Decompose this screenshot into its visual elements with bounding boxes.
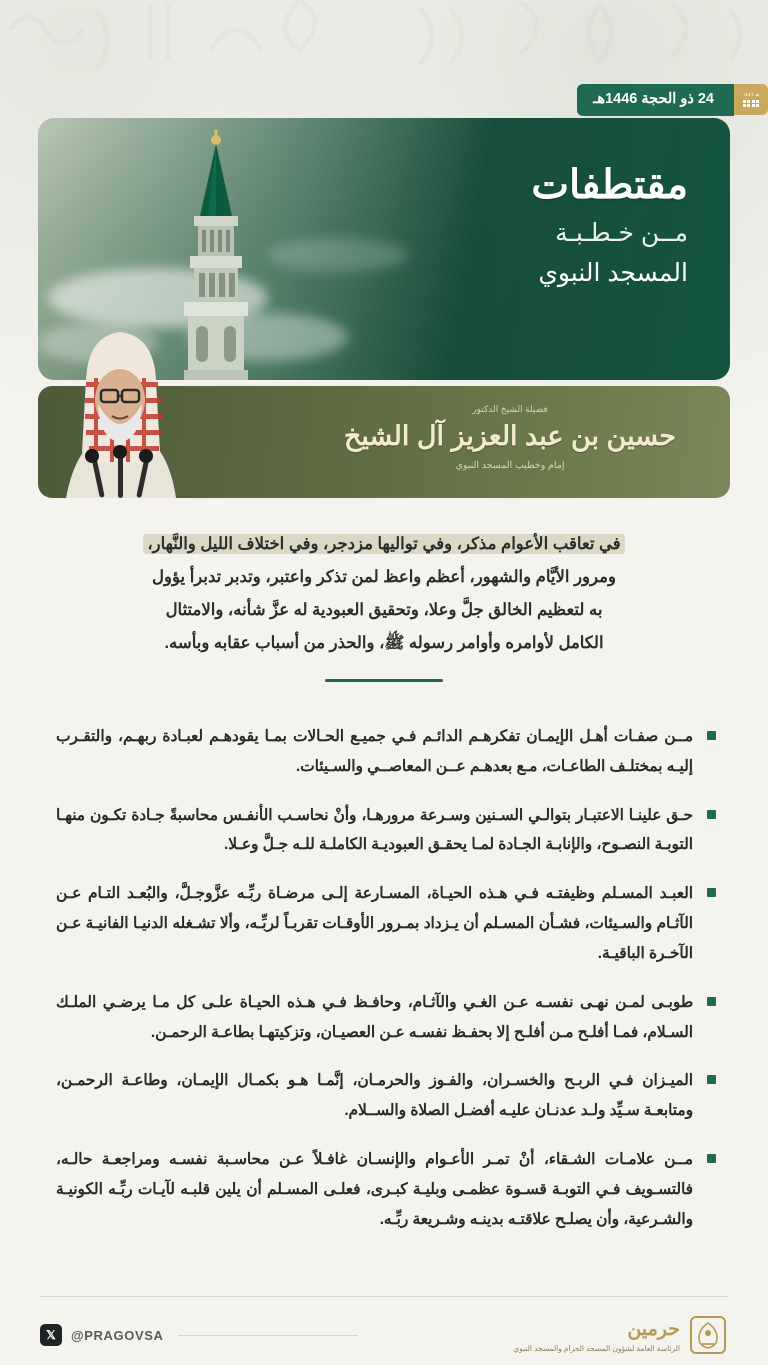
speaker-labels [320,404,700,471]
brand-subtitle: الرئاسة العامة لشؤون المسجد الحرام والمسجد النبوي [513,1343,680,1353]
list-item-text: العبـد المسـلم وظيفتـه فـي هـذه الحيـاة، المسـارعة إلـى مرضـاة ربِّـه عزَّوجـلَّ، والبُعـد التـام عـن الآثـام والسـيئات، فشـأن المسـلم أن يـزداد بمـرور الأوقـات تقربـاً لربِّـه، وألا تشـغله الدنيـا الفانيـة عـن الآخـرة الباقيـة. [56,885,693,962]
bullet-square-icon [707,731,716,740]
list-item-text: الميـزان فـي الربـح والخسـران، والفـوز والحرمـان، إنَّمـا هـو بكمـال الإيمـان، وطاعـة الرحمـن، ومتابعـة سـيِّد ولـد عدنـان عليـه أفضـل الصلاة والســلام. [56,1072,693,1120]
hero-text [531,162,688,288]
points-list [56,722,716,1254]
intro-line-1: في تعاقب الأعوام مذكر، وفي تواليها مزدجر، وفي اختلاف الليل والنَّهار، [143,534,624,554]
speaker-name-bar [38,386,730,498]
speaker-prefix: فضيلة الشيخ الدكتور [472,404,548,414]
calendar-icon [734,84,768,115]
list-item [56,1145,716,1234]
bullet-square-icon [707,997,716,1006]
hero-title: مقتطفات [531,163,688,207]
calendar-icon-top-label: هـ ١٤٤٦ [742,91,760,98]
hijri-date-label: 24 ذو الحجة 1446هـ [577,84,734,116]
social-handle[interactable] [40,1324,358,1346]
date-row [0,84,768,116]
list-item-text: حـق علينـا الاعتبـار بتوالـي السـنين وسـرعة مرورهـا، وأنْ نحاسـب الأنفـس محاسبةً جـادة تكـون منهـا التوبـة النصـوح، والإنابـة الجـادة لمـا يحقـق العبوديـة الكاملـة للـه جـلَّ وعـلا. [56,806,693,854]
footer [40,1305,728,1365]
list-item [56,722,716,782]
list-item [56,879,716,968]
speaker-role: إمام وخطيب المسجد النبوي [455,460,565,471]
social-handle-text: @PRAGOVSA [71,1327,164,1343]
list-item [56,988,716,1048]
bullet-square-icon [707,810,716,819]
hero-subtitle: مــن خـطـبـة [555,219,688,247]
list-item-text: مــن علامـات الشـقاء، أنْ تمـر الأعـوام والإنسـان غافـلاً عـن محاسـبة نفسـه ومراجعـة حالـه، فالتسـويف فـي التوبـة قسـوة عظمـى وبليـة كبـرى، فعلـى المسـلم أن يلين قلبـه لآيـات ربِّـه الكونيـة والشـرعية، وأن يصلـح علاقتـه بدينـه وشـريعة ربِّـه. [56,1151,693,1228]
speaker-name: حسين بن عبد العزيز آل الشيخ [343,421,677,451]
bullet-square-icon [707,888,716,897]
list-item-text: مــن صفـات أهـل الإيمـان تفكرهـم الدائـم فـي جميـع الحـالات بمـا يقودهـم لعبـادة ربهـم، والتقـرب إليـه بمختلـف الطاعـات، مـع بعدهـم عــن المعاصــي والسـيئات. [56,728,693,775]
emblem-icon [688,1314,728,1356]
list-item-text: طوبـى لمـن نهـى نفسـه عـن الغـي والآثـام، وحافـظ فـي هـذه الحيـاة علـى كل مـا يرضـي الملـك السـلام، فمـا أفلـح مـن أفلـح إلا بحفـظ نفسـه عـن العصيـان، وتزكيتهـا بطاعـة الرحمـن. [56,993,693,1041]
brand-name: حرمين [627,1318,680,1340]
bullet-square-icon [707,1154,716,1163]
intro-paragraph [56,528,712,660]
calendar-icon-dots [743,100,760,108]
brand-text [513,1318,680,1353]
footer-divider [40,1296,728,1297]
intro-line-3: به لتعظيم الخالق جلَّ وعلا، وتحقيق العبودية له عزَّ شأنه، والامتثال [165,601,603,619]
brand-lockup [513,1314,728,1356]
x-twitter-icon[interactable]: 𝕏 [40,1324,62,1346]
intro-line-2: ومرور الأيَّام والشهور، أعظم واعظ لمن تذكر واعتبر، وتدبر تدبرأ يؤول [152,568,616,586]
footer-accent-line [178,1335,358,1336]
list-item [56,801,716,861]
intro-line-4: الكامل لأوامره وأوامر رسوله ﷺ، والحذر من أسباب عقابه وبأسه. [164,634,604,652]
section-divider [325,679,443,682]
list-item [56,1066,716,1126]
speaker-portrait-icon [56,320,184,498]
bullet-square-icon [707,1075,716,1084]
hero-subtitle-2: المسجد النبوي [538,259,688,287]
